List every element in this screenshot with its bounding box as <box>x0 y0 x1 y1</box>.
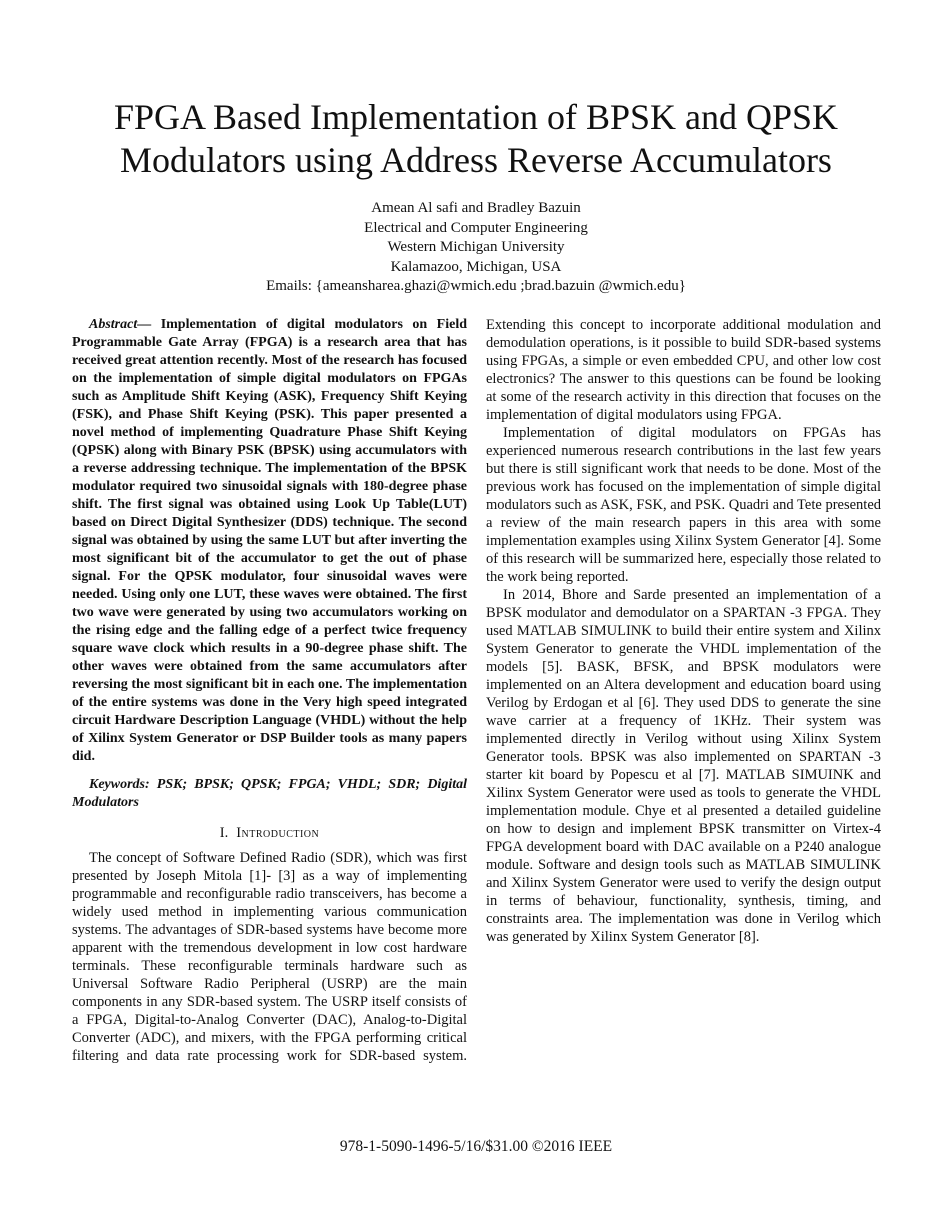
intro-paragraph-2: Implementation of digital modulators on FPGAs has experienced numerous research contributions in the last few years but there is still significant work that needs to be done. Most of the previous work has focused on the implementation of simple digital modulators such as ASK, FSK, and PSK. Quadri and Tete presented a review of the main research papers in this area with some implementation examples using Xilinx System Generator [4]. Some of this research will be summarized here, especially those related to the work being reported. <box>486 425 881 585</box>
paper-body <box>72 316 881 1080</box>
abstract-text: Implementation of digital modulators on Field Programmable Gate Array (FPGA) is a research area that has received great attention recently. Most of the research has focused on the implementation of simple digital modulators on FPGAs such as Amplitude Shift Keying (ASK), Frequency Shift Keying (FSK), and Phase Shift Keying (PSK). This paper presented a novel method of implementing Quadrature Phase Shift Keying (QPSK) along with Binary PSK (BPSK) using accumulators with a reverse addressing technique. The implementation of the BPSK modulator required two sinusoidal signals with 180-degree phase shift. The first signal was obtained using Look Up Table(LUT) based on Direct Digital Synthesizer (DDS) technique. The second signal was obtained by using the same LUT but after inverting the most significant bit of the accumulator to get the out of phase signal. For the QPSK modulator, four sinusoidal waves were needed. Using only one LUT, these waves were obtained. The first two wave were generated by using two accumulators working on the rising edge and the falling edge of a perfect twice frequency square wave clock which results in a 90-degree phase shift. The other waves were obtained from the same accumulators after reversing the most significant bit in each one. The implementation of the entire systems was done in the Very high speed integrated circuit Hardware Description Language (VHDL) without the help of Xilinx System Generator or DSP Builder tools as many papers did. <box>72 317 467 764</box>
intro-paragraph-1: The concept of Software Defined Radio (SDR), which was first presented by Joseph Mitola [1]- [3] as a way of implementing programmable and reconfigurable radio transceivers, has become a widely used method in implementing various communication systems. The advantages of SDR-based systems have become more apparent with the tremendous development in low cost hardware terminals. These reconfigurable terminals hardware such as Universal Software Radio Peripheral (USRP) are the main components in any SDR-based system. The USRP itself consists of a FPGA, Digital-to-Analog Converter (DAC), Analog-to-Digital Converter (ADC), and mixers, with the FPGA performing critical filtering and data rate processing work for SDR-based system. Extending this concept to incorporate additional modulation and demodulation operations, is it possible to build SDR-based systems using FPGAs, a simple or even embedded CPU, and other low cost electronics? The answer to this questions can be found be looking at some of the research activity in this direction that focuses on the implementation of digital modulators using FPGA. <box>72 317 881 1064</box>
author-university: Western Michigan University <box>387 239 565 255</box>
section-number: I. <box>219 825 229 841</box>
title-line-2: Modulators using Address Reverse Accumulators <box>120 140 832 180</box>
abstract-label: Abstract— <box>89 317 152 332</box>
section-heading-introduction <box>72 824 467 842</box>
copyright-notice: 978-1-5090-1496-5/16/$31.00 ©2016 IEEE <box>339 1138 613 1155</box>
intro-paragraph-3: In 2014, Bhore and Sarde presented an implementation of a BPSK modulator and demodulator on a SPARTAN -3 FPGA. They used MATLAB SIMULINK to build their entire system and Xilinx System Generator to generate the VHDL implementation of the models [5]. BASK, BFSK, and BPSK modulators were implemented on an Altera development and education board using Verilog by Erdogan et al [6]. They used DDS to generate the sine wave carrier at a frequency of 1KHz. Their system was implemented directly in Verilog without using Xilinx System Generator tools. BPSK was also implemented on SPARTAN -3 starter kit board by Popescu et al [7]. MATLAB SIMUINK and Xilinx System Generator were used as tools to generate the VHDL implementation module. Chye et al presented a detailed guideline on how to design and implement BPSK transmitter on Virtex-4 FPGA development board with DAC available on a P240 analogue module. Software and design tools such as MATLAB SIMULINK and Xilinx System Generator were used to verify the design output in terms of behaviour, functionality, synthesis, timing, and constraints area. The implementation was done in Verilog which was generated by Xilinx System Generator [8]. <box>486 587 881 945</box>
title-line-1: FPGA Based Implementation of BPSK and QPSK <box>113 97 839 137</box>
author-department: Electrical and Computer Engineering <box>364 219 588 236</box>
keywords-label: Keywords: <box>89 777 150 792</box>
keywords-text: PSK; BPSK; QPSK; FPGA; VHDL; SDR; Digital Modulators <box>72 777 467 810</box>
author-block <box>72 199 880 297</box>
keywords <box>72 776 467 812</box>
author-names: Amean Al safi and Bradley Bazuin <box>371 200 581 216</box>
author-emails: Emails: {ameansharea.ghazi@wmich.edu ;brad.bazuin @wmich.edu} <box>266 278 686 294</box>
author-location: Kalamazoo, Michigan, USA <box>390 258 562 275</box>
section-title: Introduction <box>236 825 320 841</box>
paper-title <box>72 96 880 182</box>
abstract <box>72 316 467 766</box>
